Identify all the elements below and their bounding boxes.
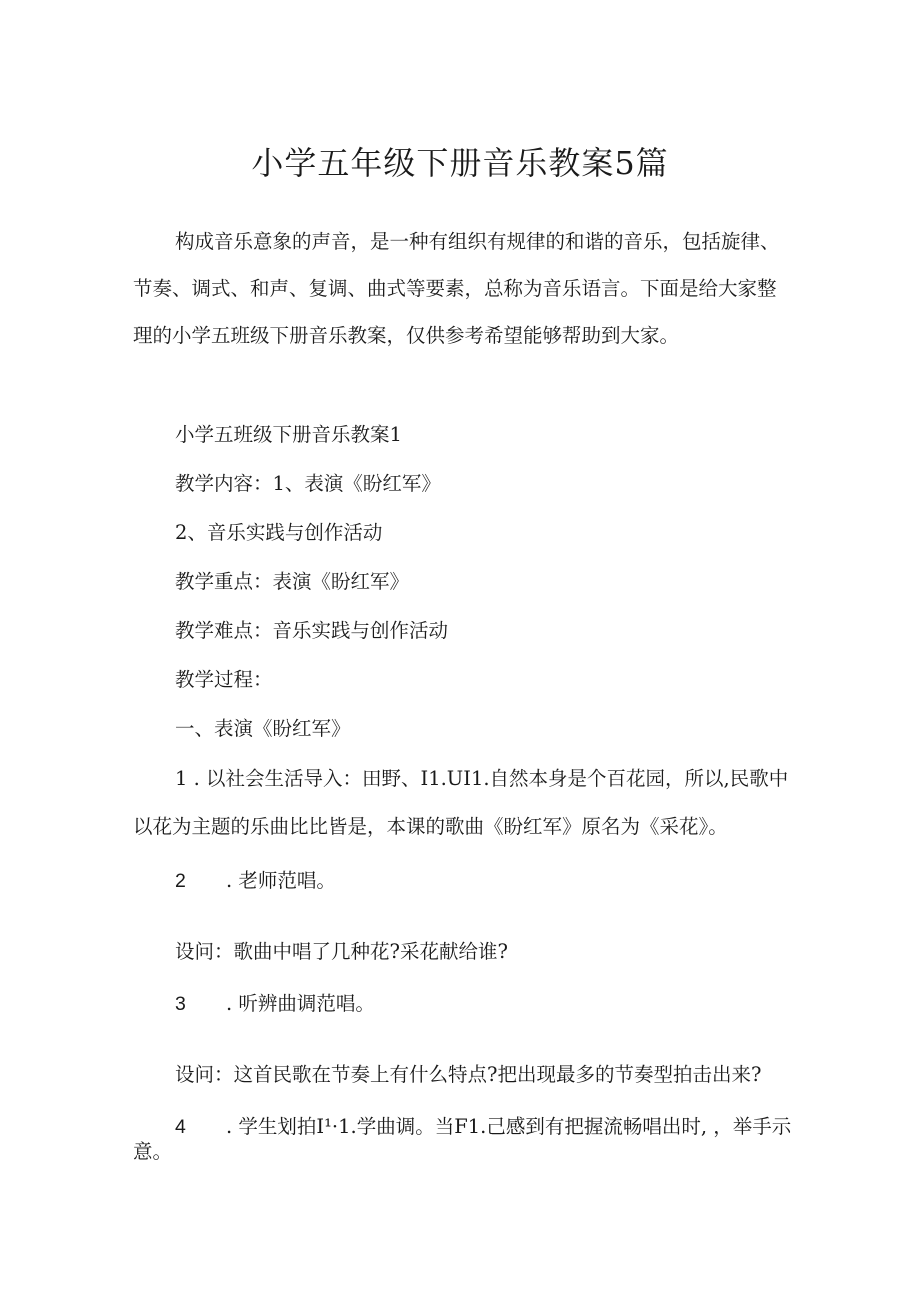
intro-line-3: 理的小学五班级下册音乐教案，仅供参考希望能够帮助到大家。 xyxy=(133,324,680,347)
step-2-number: 2 xyxy=(175,870,186,892)
step-4-line-2: 意。 xyxy=(133,1140,173,1163)
question-2: 设问：这首民歌在节奏上有什么特点?把出现最多的节奏型拍击出来? xyxy=(175,1063,762,1086)
step-2-text: . 老师范唱。 xyxy=(226,869,336,892)
teaching-difficulty: 教学难点：音乐实践与创作活动 xyxy=(175,619,449,642)
step-4-text: . 学生划拍I¹·1.学曲调。当F1.己感到有把握流畅唱出时, ，举手示 xyxy=(226,1115,792,1138)
step-4-number: 4 xyxy=(175,1116,186,1138)
step-3-text: . 听辨曲调范唱。 xyxy=(226,992,375,1015)
document-title: 小学五年级下册音乐教案5篇 xyxy=(251,144,669,182)
teaching-content-2: 2、音乐实践与创作活动 xyxy=(175,521,383,544)
teaching-content: 教学内容：1、表演《盼红军》 xyxy=(175,472,441,495)
intro-line-2: 节奏、调式、和声、复调、曲式等要素，总称为音乐语言。下面是给大家整 xyxy=(133,277,777,300)
teaching-key-point: 教学重点：表演《盼红军》 xyxy=(175,570,410,593)
section-heading: 小学五班级下册音乐教案1 xyxy=(175,423,402,446)
question-1: 设问：歌曲中唱了几种花?采花献给谁? xyxy=(175,940,508,963)
intro-line-1: 构成音乐意象的声音，是一种有组织有规律的和谐的音乐，包括旋律、 xyxy=(175,230,780,253)
step-1-line-2: 以花为主题的乐曲比比皆是，本课的歌曲《盼红军》原名为《采花》。 xyxy=(133,815,728,838)
teaching-process: 教学过程： xyxy=(175,668,273,691)
step-1-line-1: 1 . 以社会生活导入：田野、I1.UI1.自然本身是个百花园，所以,民歌中 xyxy=(175,767,789,790)
part-one-heading: 一、表演《盼红军》 xyxy=(175,717,351,740)
step-3-number: 3 xyxy=(175,993,186,1015)
